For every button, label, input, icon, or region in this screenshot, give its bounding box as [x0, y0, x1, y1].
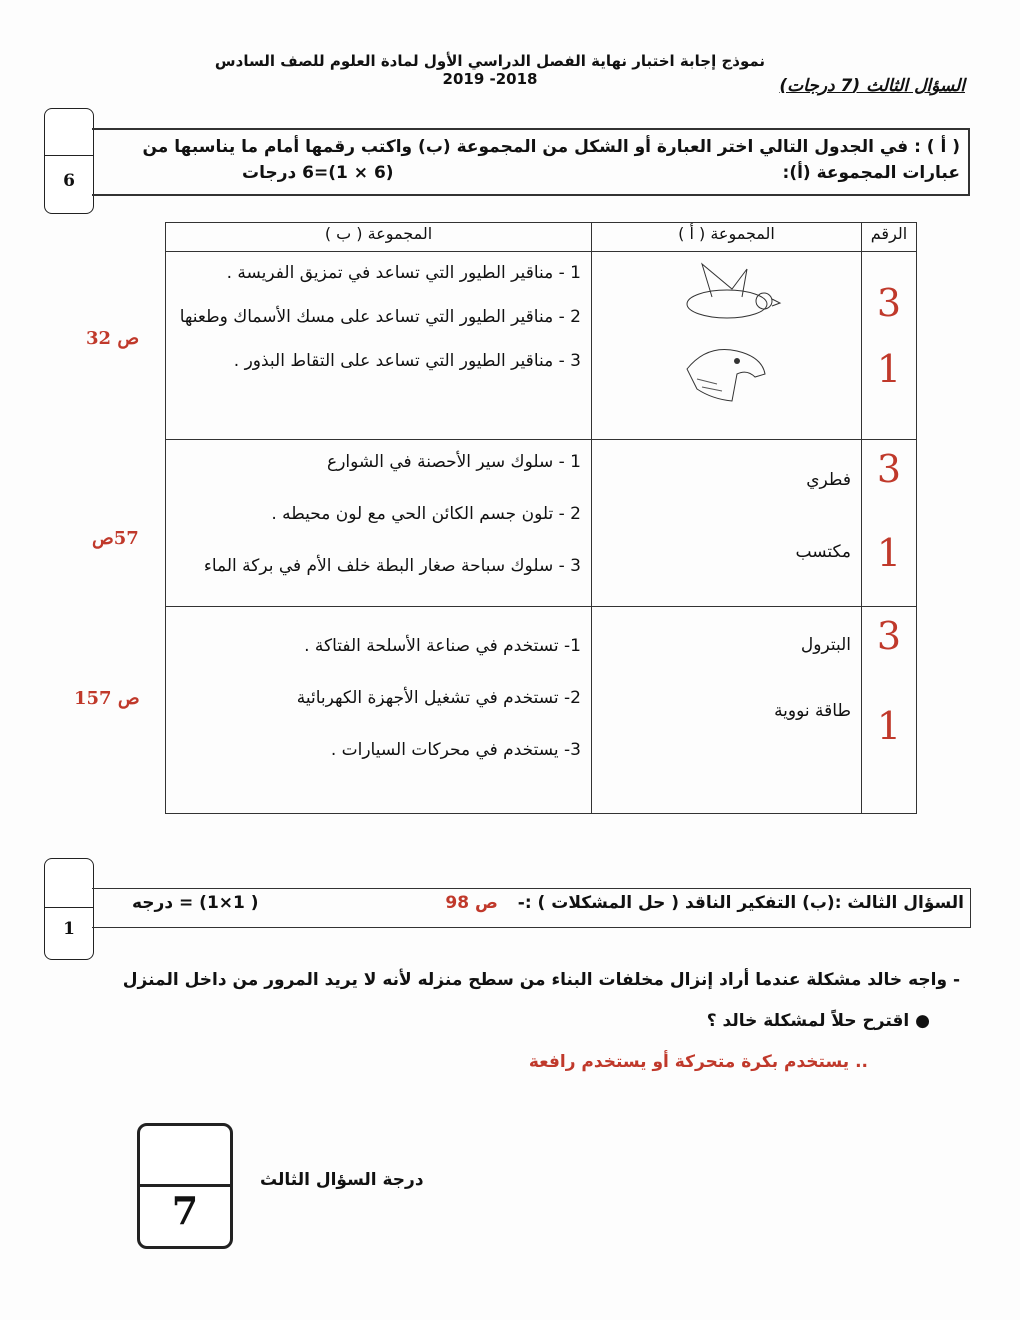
problem-text: - واجه خالد مشكلة عندما أراد إنزال مخلفات البناء من سطح منزله لأنه لا يريد المرور من داخل المنزل: [122, 970, 960, 990]
group-b-item: 2 - تلون جسم الكائن الحي مع لون محيطه .: [271, 504, 581, 524]
group-b-item: 3- يستخدم في محركات السيارات .: [330, 740, 581, 760]
answer-text: .. يستخدم بكرة متحركة أو يستخدم رافعة: [528, 1052, 868, 1072]
instruction-box-b: [92, 888, 971, 928]
answer: 1: [876, 704, 902, 748]
header-group-a: المجموعة ( أ ): [592, 223, 862, 252]
table-row: [166, 607, 917, 814]
page-ref: 57ص: [92, 528, 139, 549]
instruction-box-a: [92, 128, 970, 196]
bird-beak-seed-icon: [672, 259, 782, 329]
answer: 3: [876, 281, 902, 325]
marks-b: ( 1×1) = درجه: [132, 893, 259, 913]
instruction-text: ( أ ) : في الجدول التالي اختر العبارة أو الشكل من المجموعة (ب) واكتب رقمها أمام ما يناسبها من عبارات المجموعة (أ):: [142, 137, 960, 183]
score-box-b: [44, 858, 94, 960]
part-b-title: السؤال الثالث :(ب) التفكير الناقد ( حل المشكلات ) :-: [517, 893, 964, 913]
group-a-item: مكتسب: [795, 542, 851, 562]
total-score: 7: [171, 1188, 199, 1233]
answer: 1: [876, 347, 902, 391]
table-row: [166, 252, 917, 440]
group-b-item: 2 - مناقير الطيور التي تساعد على مسك الأسماك وطعنها: [179, 307, 581, 327]
question: اقترح حلاً لمشكلة خالد ؟: [706, 1011, 910, 1031]
score-box-a: [44, 108, 94, 214]
total-label: درجة السؤال الثالث: [260, 1170, 424, 1190]
table-row: [166, 440, 917, 607]
header-number: الرقم: [862, 223, 917, 252]
group-b-item: 2- تستخدم في تشغيل الأجهزة الكهربائية: [296, 688, 581, 708]
group-b-item: 1 - مناقير الطيور التي تساعد في تمزيق الفريسة .: [226, 263, 581, 283]
score-b: 1: [63, 919, 75, 939]
score-a: 6: [63, 171, 75, 191]
page-ref: ص 32: [86, 328, 140, 349]
page-ref: ص 157: [74, 688, 140, 709]
group-b-item: 1 - سلوك سير الأحصنة في الشوارع: [327, 452, 581, 472]
group-b-item: 3 - سلوك سباحة صغار البطة خلف الأم في بركة الماء: [203, 556, 581, 576]
matching-table: [165, 222, 917, 814]
group-b-item: 1- تستخدم في صناعة الأسلحة الفتاكة .: [304, 636, 581, 656]
group-a-item: فطري: [806, 470, 851, 490]
eagle-icon: [677, 339, 777, 409]
group-a-item: البترول: [800, 635, 851, 655]
group-a-item: طاقة نووية: [774, 701, 851, 721]
section-title: السؤال الثالث (7 درجات): [779, 76, 965, 96]
answer: 3: [876, 614, 902, 658]
header-group-b: المجموعة ( ب ): [166, 223, 592, 252]
answer: 1: [876, 531, 902, 575]
marks-a: (6 × 1)=6 درجات: [242, 163, 394, 183]
group-b-item: 3 - مناقير الطيور التي تساعد على التقاط البذور .: [233, 351, 581, 371]
document-title: نموذج إجابة اختبار نهاية الفصل الدراسي الأول لمادة العلوم للصف السادس 2018- 2019: [214, 52, 766, 88]
page-ref: ص 98: [445, 893, 498, 913]
answer: 3: [876, 447, 902, 491]
total-score-box: [137, 1123, 233, 1249]
question-text: ● اقترح حلاً لمشكلة خالد ؟: [706, 1011, 930, 1031]
